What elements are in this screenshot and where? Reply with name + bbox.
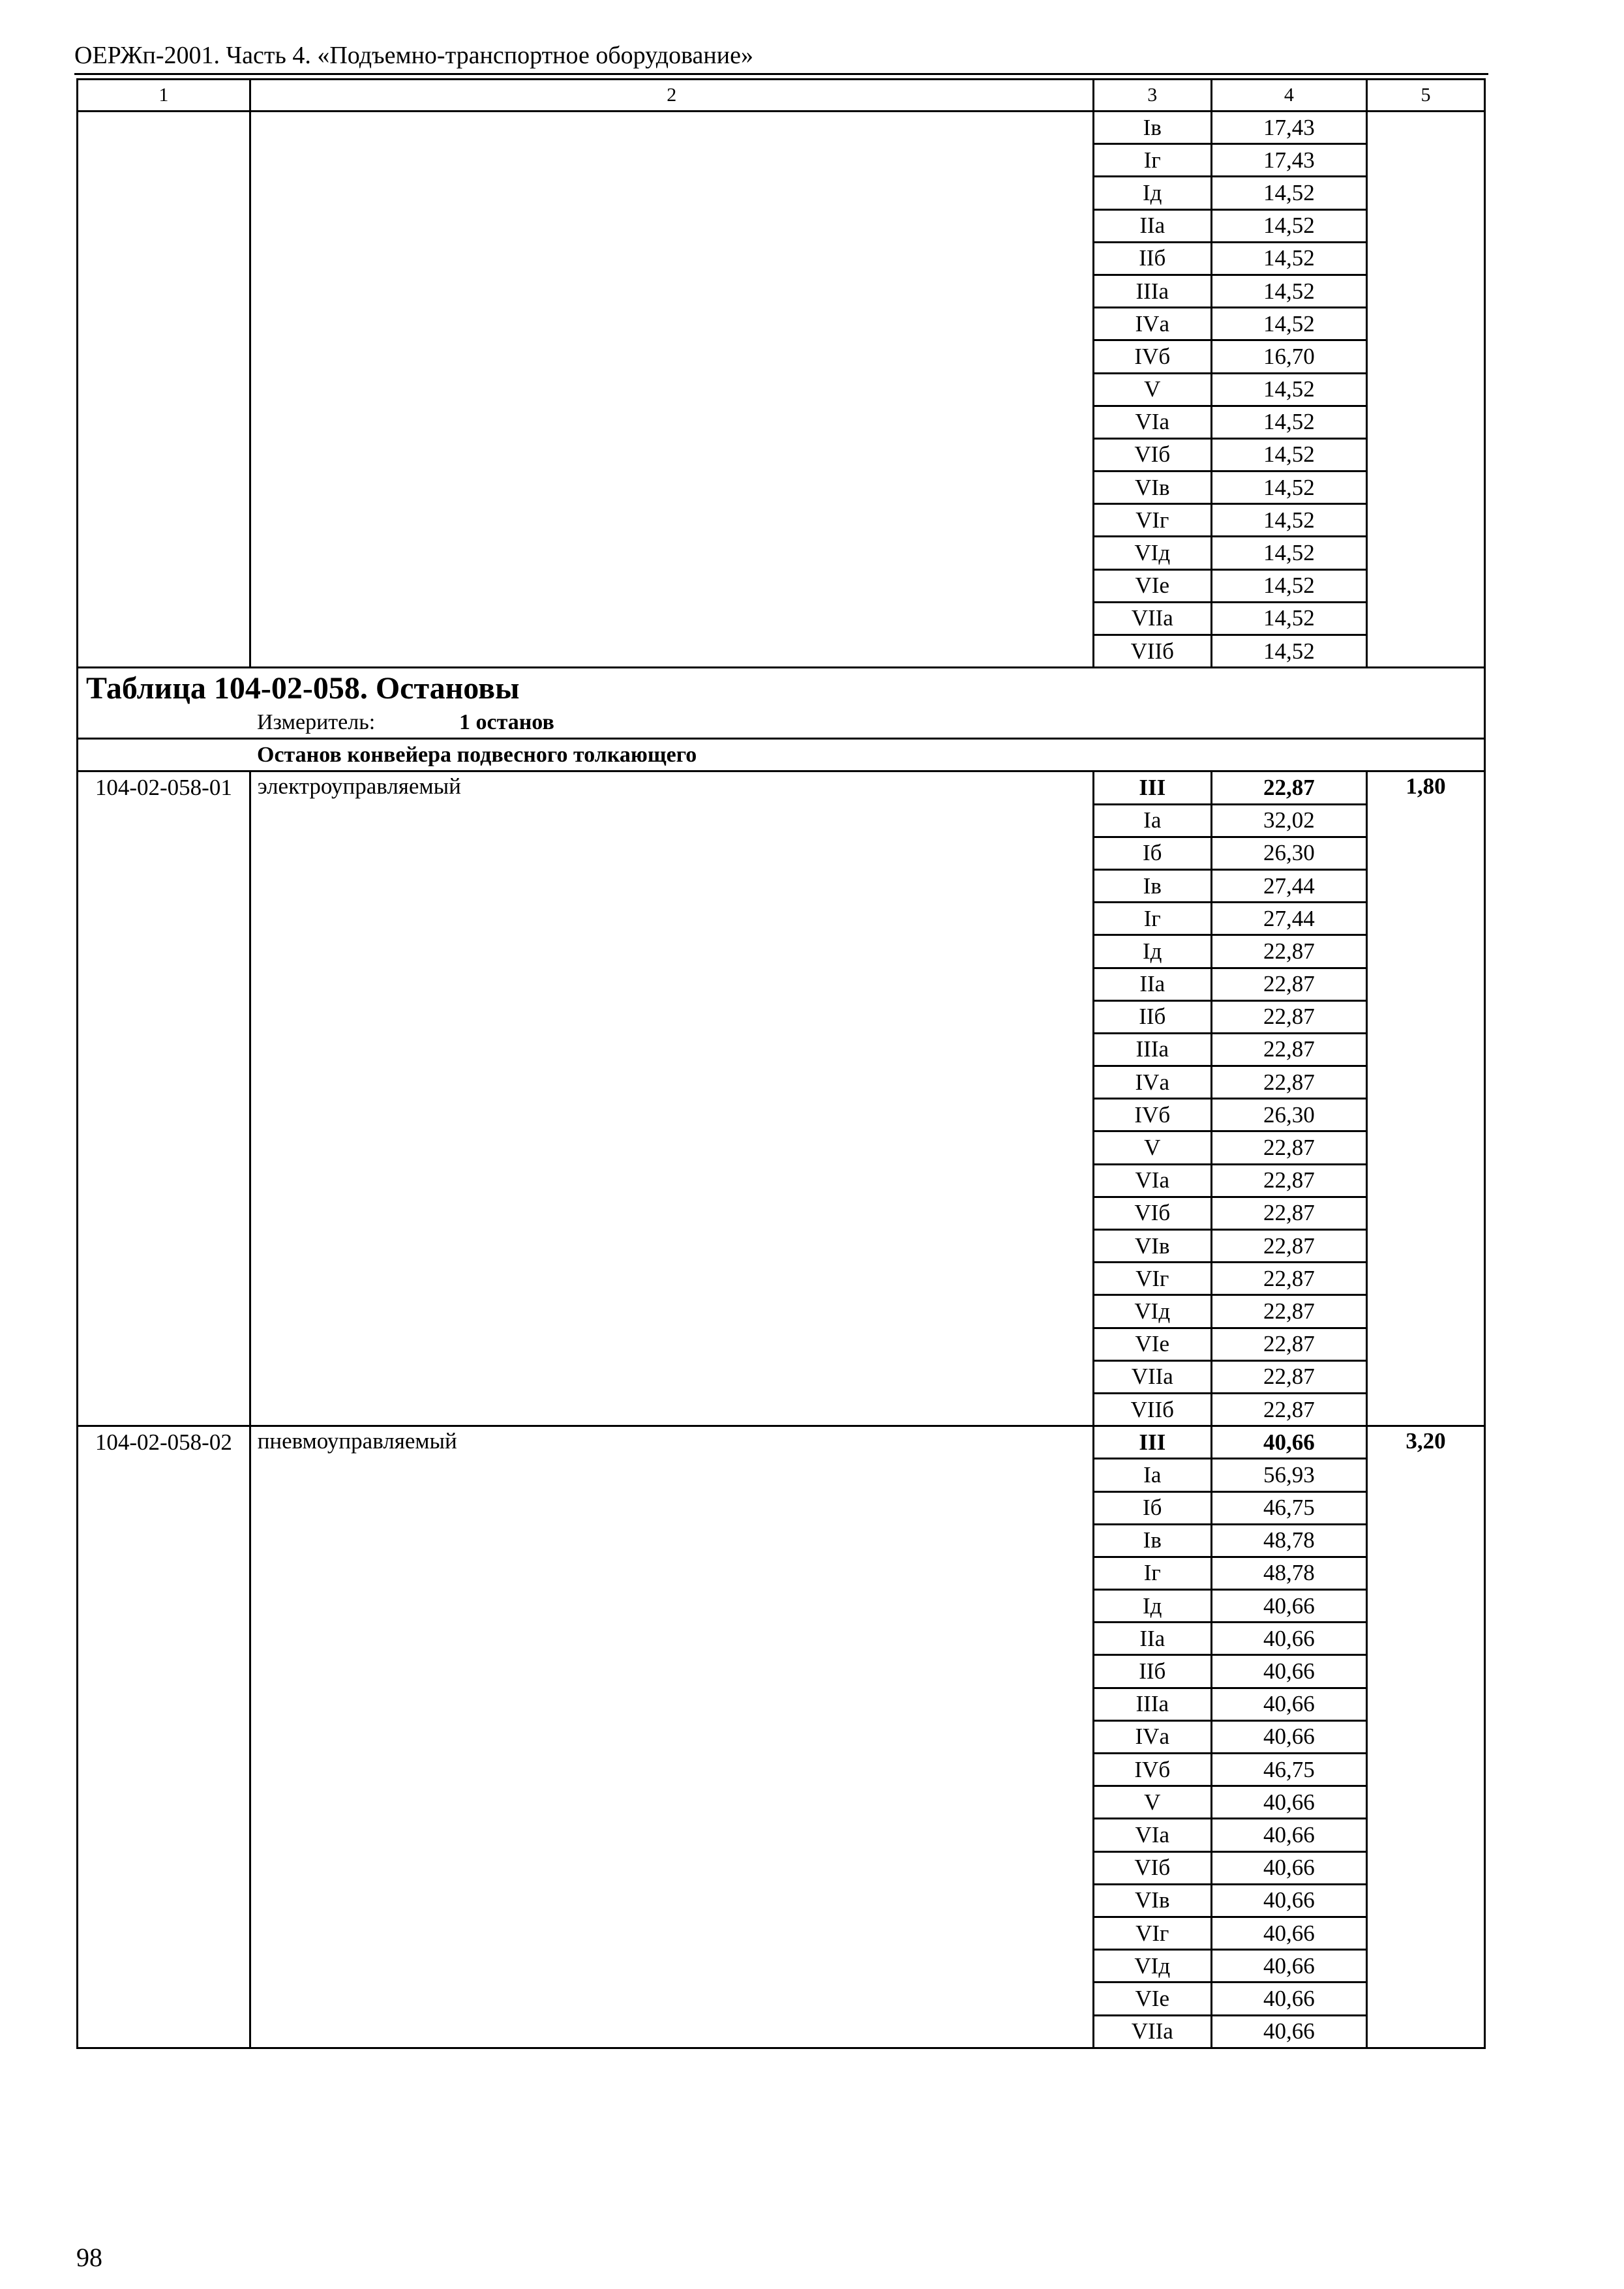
zone-cell: VIIа	[1093, 2015, 1211, 2048]
header-rule	[74, 73, 1488, 75]
value-cell: 27,44	[1211, 869, 1366, 902]
zone-cell: IIб	[1093, 1000, 1211, 1033]
zone-cell: VIIа	[1093, 602, 1211, 635]
zone-cell: IVа	[1093, 1066, 1211, 1099]
value-cell: 40,66	[1211, 1655, 1366, 1688]
zone-cell: VIа	[1093, 1164, 1211, 1197]
zone-cell: Iд	[1093, 177, 1211, 209]
zone-cell: IIа	[1093, 209, 1211, 242]
zone-cell: IIб	[1093, 1655, 1211, 1688]
rates-table-body	[78, 80, 1485, 2048]
zone-cell: IIIа	[1093, 275, 1211, 307]
value-cell: 17,43	[1211, 144, 1366, 177]
salary-cell: 1,80	[1367, 771, 1485, 1426]
value-cell: 14,52	[1211, 242, 1366, 275]
zone-cell: Iа	[1093, 1459, 1211, 1491]
value-cell: 22,87	[1211, 935, 1366, 968]
zone-cell: IIIа	[1093, 1688, 1211, 1720]
zone-cell: Iг	[1093, 1557, 1211, 1589]
value-cell: 22,87	[1211, 968, 1366, 1000]
zone-cell: VIIа	[1093, 1360, 1211, 1393]
zone-cell: Iб	[1093, 1491, 1211, 1524]
value-cell: 22,87	[1211, 1393, 1366, 1426]
value-cell: 22,87	[1211, 1360, 1366, 1393]
value-cell: 14,52	[1211, 177, 1366, 209]
zone-cell: VIд	[1093, 1950, 1211, 1982]
zone-cell: IIа	[1093, 1623, 1211, 1655]
table-title: Таблица 104-02-058. Остановы	[86, 671, 520, 706]
zone-cell: VIб	[1093, 438, 1211, 471]
zone-cell: VIIб	[1093, 635, 1211, 668]
zone-cell: IIа	[1093, 968, 1211, 1000]
value-cell: 14,52	[1211, 635, 1366, 668]
description-cell-empty	[250, 112, 1093, 668]
value-cell: 14,52	[1211, 471, 1366, 504]
value-cell: 26,30	[1211, 1099, 1366, 1131]
value-cell: 14,52	[1211, 406, 1366, 438]
measure-value: 1 останов	[459, 710, 554, 735]
zone-cell: Iб	[1093, 837, 1211, 869]
rates-table	[76, 78, 1486, 2049]
zone-cell: VIв	[1093, 1230, 1211, 1263]
zone-cell: Iд	[1093, 1590, 1211, 1623]
value-cell: 22,87	[1211, 1131, 1366, 1164]
value-cell: 40,66	[1211, 1590, 1366, 1623]
column-number: 4	[1211, 80, 1366, 112]
zone-cell: Iв	[1093, 869, 1211, 902]
value-cell: 40,66	[1211, 1786, 1366, 1819]
zone-cell: VIб	[1093, 1851, 1211, 1884]
value-cell: 17,43	[1211, 112, 1366, 144]
value-cell: 40,66	[1211, 1950, 1366, 1982]
value-cell: 16,70	[1211, 340, 1366, 373]
zone-cell: VIг	[1093, 1917, 1211, 1949]
description-cell: электроуправляемый	[250, 771, 1093, 1426]
code-cell: 104-02-058-02	[78, 1426, 250, 2048]
group-header-row	[78, 739, 1485, 771]
zone-cell: V	[1093, 373, 1211, 406]
zone-cell: VIе	[1093, 569, 1211, 602]
table-title-cell	[78, 668, 1485, 739]
group-header: Останов конвейера подвесного толкающего	[78, 739, 1485, 771]
zone-cell: VIв	[1093, 1884, 1211, 1917]
zone-cell: IVб	[1093, 340, 1211, 373]
value-cell: 14,52	[1211, 209, 1366, 242]
value-cell: 22,87	[1211, 1328, 1366, 1360]
value-cell: 22,87	[1211, 1066, 1366, 1099]
table-row	[78, 1426, 1485, 1459]
value-cell: 46,75	[1211, 1491, 1366, 1524]
page-number: 98	[76, 2243, 102, 2272]
code-cell: 104-02-058-01	[78, 771, 250, 1426]
value-cell: 40,66	[1211, 1623, 1366, 1655]
zone-cell: VIд	[1093, 537, 1211, 569]
value-cell: 26,30	[1211, 837, 1366, 869]
table-row	[78, 112, 1485, 144]
zone-cell: IVа	[1093, 308, 1211, 340]
value-cell: 40,66	[1211, 1917, 1366, 1949]
zone-cell: VIд	[1093, 1295, 1211, 1328]
zone-cell: Iа	[1093, 804, 1211, 837]
value-cell: 46,75	[1211, 1754, 1366, 1786]
value-cell: 40,66	[1211, 1884, 1366, 1917]
table-title-row	[78, 668, 1485, 739]
value-cell: 22,87	[1211, 771, 1366, 804]
zone-cell: IIIа	[1093, 1033, 1211, 1066]
measure-line	[78, 709, 1484, 738]
value-cell: 14,52	[1211, 373, 1366, 406]
description-cell: пневмоуправляемый	[250, 1426, 1093, 2048]
zone-cell: VIIб	[1093, 1393, 1211, 1426]
zone-cell: VIе	[1093, 1328, 1211, 1360]
salary-cell: 3,20	[1367, 1426, 1485, 2048]
page-header-title: ОЕРЖп-2001. Часть 4. «Подъемно-транспортное оборудование»	[74, 42, 753, 69]
column-number: 3	[1093, 80, 1211, 112]
value-cell: 14,52	[1211, 275, 1366, 307]
zone-cell: V	[1093, 1786, 1211, 1819]
value-cell: 22,87	[1211, 1263, 1366, 1295]
zone-cell: III	[1093, 771, 1211, 804]
value-cell: 48,78	[1211, 1524, 1366, 1557]
value-cell: 14,52	[1211, 537, 1366, 569]
value-cell: 22,87	[1211, 1000, 1366, 1033]
zone-cell: IVб	[1093, 1099, 1211, 1131]
value-cell: 48,78	[1211, 1557, 1366, 1589]
measure-label: Измеритель:	[257, 710, 376, 735]
zone-cell: VIв	[1093, 471, 1211, 504]
value-cell: 56,93	[1211, 1459, 1366, 1491]
value-cell: 14,52	[1211, 569, 1366, 602]
column-numbers-row	[78, 80, 1485, 112]
value-cell: 40,66	[1211, 1426, 1366, 1459]
zone-cell: Iг	[1093, 144, 1211, 177]
value-cell: 40,66	[1211, 1851, 1366, 1884]
value-cell: 40,66	[1211, 2015, 1366, 2048]
value-cell: 22,87	[1211, 1197, 1366, 1229]
code-cell-empty	[78, 112, 250, 668]
value-cell: 22,87	[1211, 1295, 1366, 1328]
value-cell: 22,87	[1211, 1230, 1366, 1263]
zone-cell: III	[1093, 1426, 1211, 1459]
zone-cell: Iв	[1093, 1524, 1211, 1557]
value-cell: 40,66	[1211, 1982, 1366, 2015]
zone-cell: IIб	[1093, 242, 1211, 275]
value-cell: 40,66	[1211, 1688, 1366, 1720]
column-number: 2	[250, 80, 1093, 112]
value-cell: 22,87	[1211, 1164, 1366, 1197]
zone-cell: VIе	[1093, 1982, 1211, 2015]
zone-cell: VIа	[1093, 1819, 1211, 1851]
zone-cell: Iд	[1093, 935, 1211, 968]
value-cell: 14,52	[1211, 308, 1366, 340]
zone-cell: IVа	[1093, 1720, 1211, 1753]
value-cell: 14,52	[1211, 438, 1366, 471]
value-cell: 40,66	[1211, 1819, 1366, 1851]
value-cell: 32,02	[1211, 804, 1366, 837]
column-number: 5	[1367, 80, 1485, 112]
zone-cell: VIа	[1093, 406, 1211, 438]
value-cell: 27,44	[1211, 903, 1366, 935]
zone-cell: VIг	[1093, 504, 1211, 537]
zone-cell: IVб	[1093, 1754, 1211, 1786]
value-cell: 40,66	[1211, 1720, 1366, 1753]
salary-cell-empty	[1367, 112, 1485, 668]
zone-cell: VIг	[1093, 1263, 1211, 1295]
zone-cell: Iв	[1093, 112, 1211, 144]
column-number: 1	[78, 80, 250, 112]
value-cell: 14,52	[1211, 602, 1366, 635]
zone-cell: Iг	[1093, 903, 1211, 935]
zone-cell: VIб	[1093, 1197, 1211, 1229]
table-row	[78, 771, 1485, 804]
zone-cell: V	[1093, 1131, 1211, 1164]
value-cell: 14,52	[1211, 504, 1366, 537]
value-cell: 22,87	[1211, 1033, 1366, 1066]
